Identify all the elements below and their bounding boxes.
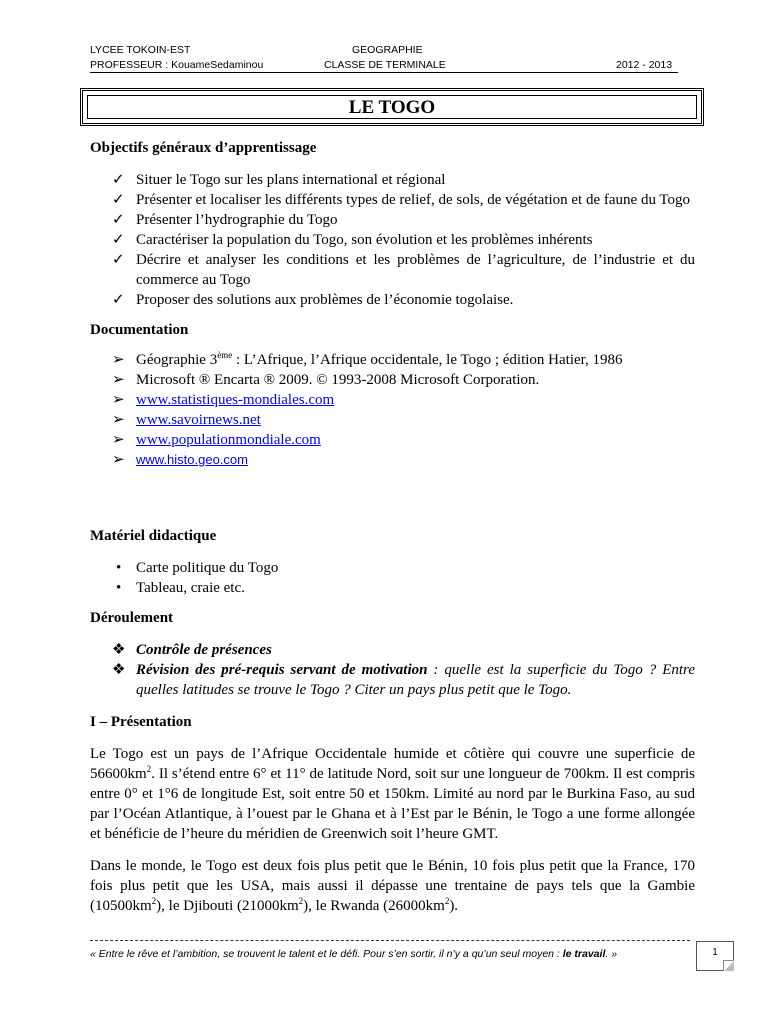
page-fold-icon	[723, 960, 734, 971]
list-item	[90, 430, 695, 450]
arrow-right-icon: ➢	[112, 352, 125, 368]
check-icon: ✓	[112, 252, 125, 268]
check-icon: ✓	[112, 192, 125, 208]
check-icon: ✓	[112, 212, 125, 228]
list-item	[90, 390, 695, 410]
list-item: ➢ Microsoft ® Encarta ® 2009. © 1993-2008 Microsoft Corporation.	[112, 372, 540, 388]
arrow-right-icon: ➢	[112, 412, 125, 428]
page-number-box	[696, 941, 734, 971]
school-name: LYCEE TOKOIN-EST	[90, 44, 191, 56]
arrow-right-icon: ➢	[112, 432, 125, 448]
list-item: ❖ Révision des pré-requis servant de motivation : quelle est la superficie du Togo ? Entre quelles latitudes se trouve le Togo ? Citer un pays plus petit que le Togo.	[112, 662, 695, 698]
objectives-heading: Objectifs généraux d’apprentissage	[90, 140, 317, 156]
list-item: ✓ Caractériser la population du Togo, son évolution et les problèmes inhérents	[112, 232, 593, 248]
list-item	[90, 410, 695, 430]
presentation-heading: I – Présentation	[90, 714, 192, 730]
page-title: LE TOGO	[348, 97, 436, 118]
title-frame	[80, 88, 704, 126]
class-level: CLASSE DE TERMINALE	[324, 59, 446, 71]
documentation-heading: Documentation	[90, 322, 189, 338]
check-icon: ✓	[112, 172, 125, 188]
main-content	[90, 138, 695, 916]
list-item	[90, 450, 695, 470]
footer-quote: « Entre le rêve et l’ambition, se trouvent le talent et le défi. Pour s’en sortir, il n’y a qu’un seul moyen : le travail. »	[90, 948, 618, 960]
presentation-paragraph-1: Le Togo est un pays de l’Afrique Occidentale humide et côtière qui couvre une superficie de $56600km^2$. Il s’étend entre 6° et 11° de latitude Nord, soit sur une longueur de 700km. Il est compris entre 0° et 1°6 de longitude Est, soit entre 50 et 150km. Limité au nord par le Burkina Faso, au sud par l’Océan Atlantique, à l’ouest par le Ghana et à l’Est par le Bénin, le Togo a une forme allongée et bénéficie de l’heure du méridien de Greenwich soit l’heure GMT.	[90, 746, 695, 842]
documentation-list	[90, 350, 695, 470]
link-histo-geo[interactable]: www.histo.geo.com	[136, 452, 248, 467]
check-icon: ✓	[112, 232, 125, 248]
subject: GEOGRAPHIE	[352, 44, 423, 56]
list-item: ➢ Géographie 3ème : L’Afrique, l’Afrique occidentale, le Togo ; édition Hatier, 1986	[112, 350, 623, 368]
diamond-icon: ❖	[112, 642, 126, 658]
arrow-right-icon: ➢	[112, 452, 125, 468]
materials-heading: Matériel didactique	[90, 528, 217, 544]
list-item: ✓ Proposer des solutions aux problèmes de l’économie togolaise.	[112, 292, 514, 308]
list-item: ✓ Présenter et localiser les différents types de relief, de sols, de végétation et de faune du Togo	[112, 192, 691, 208]
procedure-heading: Déroulement	[90, 610, 174, 626]
link-statistiques-mondiales[interactable]: www.statistiques-mondiales.com	[136, 392, 335, 408]
footer-divider	[90, 940, 690, 941]
link-savoirnews[interactable]: www.savoirnews.net	[136, 412, 261, 428]
list-item: ❖ Contrôle de présences	[112, 642, 272, 658]
materials-list	[90, 558, 695, 598]
teacher: PROFESSEUR : KouameSedaminou	[90, 59, 264, 71]
list-item: • Carte politique du Togo	[116, 560, 279, 576]
presentation-paragraph-2: Dans le monde, le Togo est deux fois plus petit que le Bénin, 10 fois plus petit que la France, 170 fois plus petit que les USA, mais aussi il dépasse une trentaine de pays tels que la Gambie $(10500km^2)$, le Djibouti $(21000km^2)$, le Rwanda $(26000km^2)$.	[90, 858, 695, 914]
list-item: ✓ Présenter l’hydrographie du Togo	[112, 212, 338, 228]
list-item: ✓ Situer le Togo sur les plans international et régional	[112, 172, 446, 188]
arrow-right-icon: ➢	[112, 372, 125, 388]
arrow-right-icon: ➢	[112, 392, 125, 408]
check-icon: ✓	[112, 292, 125, 308]
school-year: 2012 - 2013	[616, 59, 673, 71]
list-item: • Tableau, craie etc.	[116, 580, 245, 596]
bullet-icon: •	[116, 560, 122, 576]
list-item: ✓ Décrire et analyser les conditions et les problèmes de l’agriculture, de l’industrie et du commerce au Togo	[112, 252, 695, 288]
procedure-list	[90, 640, 695, 700]
objectives-list	[90, 170, 695, 310]
link-populationmondiale[interactable]: www.populationmondiale.com	[136, 432, 321, 448]
header-divider	[90, 72, 678, 73]
bullet-icon: •	[116, 580, 122, 596]
diamond-icon: ❖	[112, 662, 126, 678]
page-number: 1	[712, 947, 718, 958]
